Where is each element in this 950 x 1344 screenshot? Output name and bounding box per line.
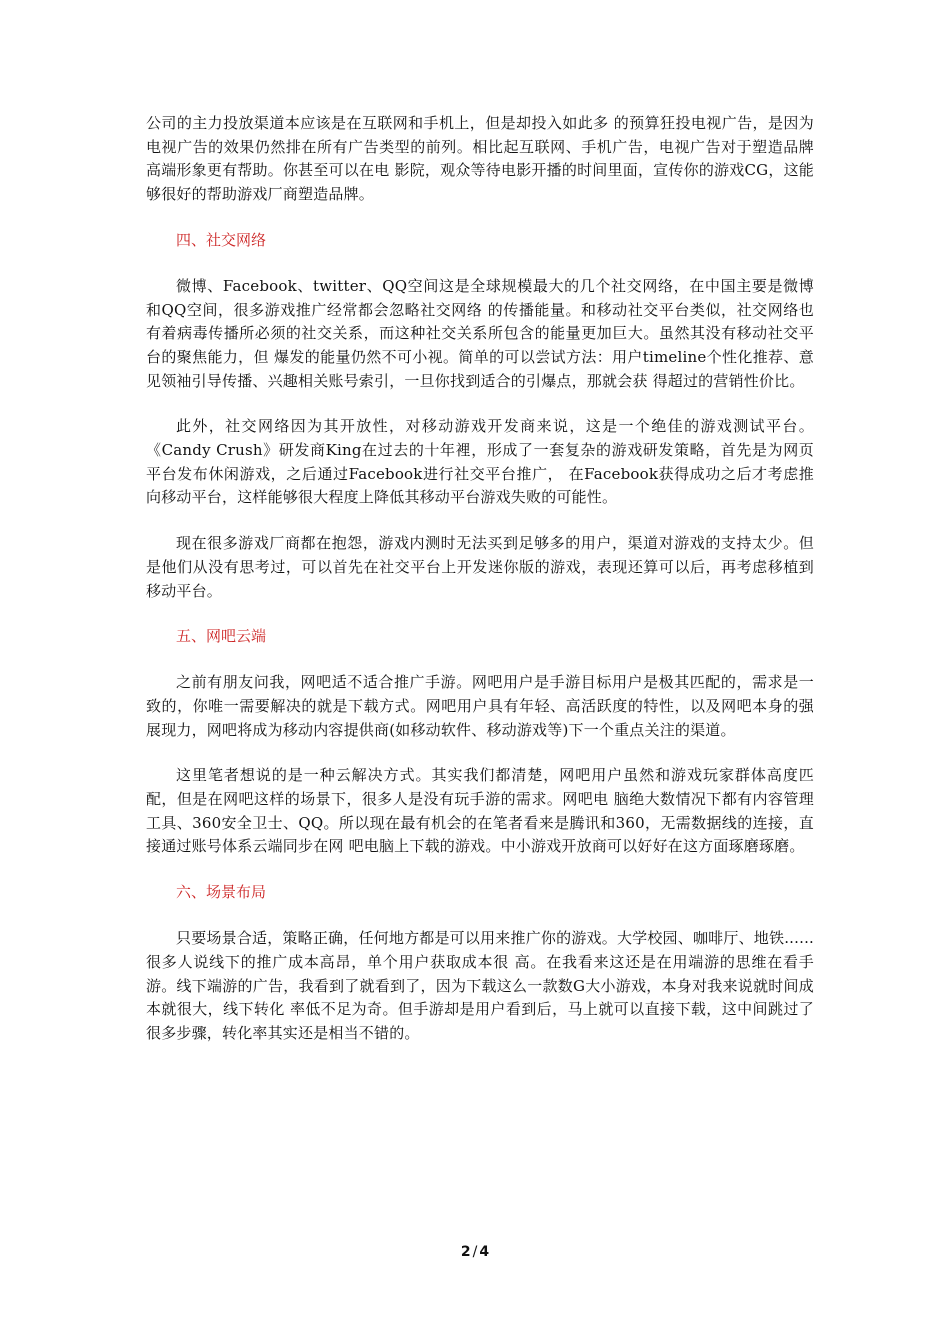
paragraph-cloud-solution: 这里笔者想说的是一种云解决方式。其实我们都清楚，网吧用户虽然和游戏玩家群体高度匹配，但是在网吧这样的场景下，很多人是没有玩手游的需求。网吧电 脑绝大数情况下都有内容管理工具、360安全卫士、QQ。所以现在最有机会的在笔者看来是腾讯和360，无需数据线的连接，直接通过账号体系云端同步在网 吧电脑上下载的游戏。中小游戏开放商可以好好在这方面琢磨琢磨。 — [146, 766, 814, 856]
paragraph-social-testing: 此外，社交网络因为其开放性，对移动游戏开发商来说，这是一个绝佳的游戏测试平台。《Candy Crush》研发商King在过去的十年裡，形成了一套复杂的游戏研发策略，首先是为网页平台发布休闲游戏，之后通过Facebook进行社交平台推广， 在Facebook获得成功之后才考虑推向移动平台，这样能够很大程度上降低其移动平台游戏失败的可能性。 — [146, 417, 814, 507]
section-heading-internet-cafe: 五、网吧云端 — [176, 627, 267, 646]
page-number-total: 4 — [479, 1244, 490, 1260]
paragraph-internet-cafe: 之前有朋友问我，网吧适不适合推广手游。网吧用户是手游目标用户是极其匹配的，需求是一致的，你唯一需要解决的就是下载方式。网吧用户具有年轻、高活跃度的特性，以及网吧本身的强展现力，网吧将成为移动内容提供商(如移动软件、移动游戏等)下一个重点关注的渠道。 — [146, 673, 814, 739]
page-number-separator: / — [472, 1244, 478, 1260]
section-heading-scene-layout: 六、场景布局 — [176, 883, 267, 902]
section-heading-social-network: 四、社交网络 — [176, 230, 267, 249]
page-number-current: 2 — [460, 1244, 471, 1260]
document-page — [146, 112, 814, 1068]
page-number — [0, 1244, 950, 1260]
paragraph-scene-layout: 只要场景合适，策略正确，任何地方都是可以用来推广你的游戏。大学校园、咖啡厅、地铁......很多人说线下的推广成本高昂，单个用户获取成本很 高。在我看来这还是在用端游的思维在看手游。线下端游的广告，我看到了就看到了，因为下载这么一款数G大小游戏，本身对我来说就时间成本就很大，线下转化 率低不足为奇。但手游却是用户看到后，马上就可以直接下载，这中间跳过了很多步骤，转化率其实还是相当不错的。 — [146, 929, 814, 1042]
paragraph-tv-ads: 公司的主力投放渠道本应该是在互联网和手机上，但是却投入如此多 的预算狂投电视广告，是因为电视广告的效果仍然排在所有广告类型的前列。相比起互联网、手机广告，电视广告对于塑造品牌高端形象更有帮助。你甚至可以在电 影院，观众等待电影开播的时间里面，宣传你的游戏CG，这能够很好的帮助游戏厂商塑造品牌。 — [146, 114, 814, 204]
paragraph-developer-complaints: 现在很多游戏厂商都在抱怨，游戏内测时无法买到足够多的用户，渠道对游戏的支持太少。但是他们从没有思考过，可以首先在社交平台上开发迷你版的游戏，表现还算可以后，再考虑移植到移动平台。 — [146, 534, 814, 600]
paragraph-social-network: 微博、Facebook、twitter、QQ空间这是全球规模最大的几个社交网络，在中国主要是微博和QQ空间，很多游戏推广经常都会忽略社交网络 的传播能量。和移动社交平台类似，社交网络也有着病毒传播所必须的社交关系，而这种社交关系所包含的能量更加巨大。虽然其没有移动社交平台的聚焦能力，但 爆发的能量仍然不可小视。简单的可以尝试方法：用户timeline个性化推荐、意见领袖引导传播、兴趣相关账号索引，一旦你找到适合的引爆点，那就会获 得超过的营销性价比。 — [146, 276, 814, 390]
